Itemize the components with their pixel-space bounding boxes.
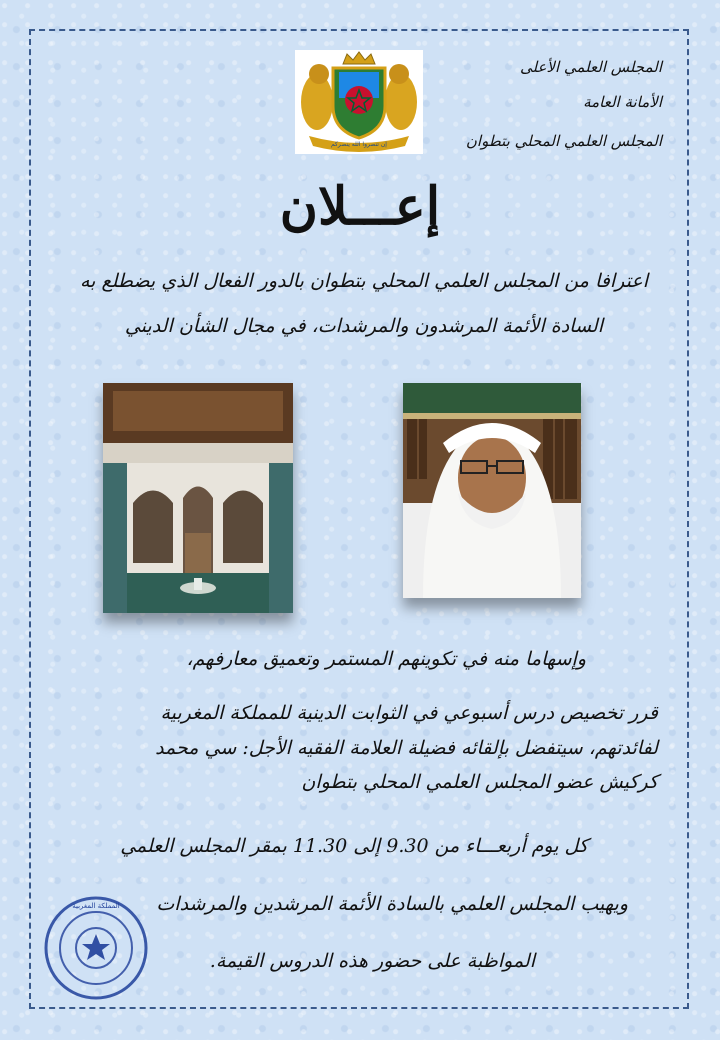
decision-line-2: لفائدتهم، سيتفضل بإلقائه فضيلة العلامة الفقيه الأجل: سي محمد (155, 737, 658, 759)
announcement-title: إعـــلان (279, 176, 441, 237)
sheikh-portrait-photo (403, 383, 581, 598)
intro-line-1: اعترافا من المجلس العلمي المحلي بتطوان بالدور الفعال الذي يضطلع به (79, 270, 648, 292)
svg-text:المملكة المغربية: المملكة المغربية (72, 902, 120, 910)
header-line-2: الأمانة العامة (583, 93, 662, 111)
appeal-line-2: المواظبة على حضور هذه الدروس القيمة. (209, 950, 535, 972)
intro-line-2: السادة الأئمة المرشدون والمرشدات، في مجال الشأن الديني (124, 315, 603, 337)
header-line-3: المجلس العلمي المحلي بتطوان (465, 132, 662, 150)
moroccan-coat-of-arms-icon (295, 50, 423, 154)
header-line-1: المجلس العلمي الأعلى (520, 58, 662, 76)
council-hall-photo (103, 383, 293, 613)
svg-text:إن تنصروا الله ينصركم: إن تنصروا الله ينصركم (331, 141, 387, 148)
official-stamp-icon (42, 894, 150, 1002)
contribution-line: وإسهاما منه في تكوينهم المستمر وتعميق معارفهم، (186, 648, 586, 670)
schedule-line: كل يوم أربعـــاء من 9.30 إلى 11.30 بمقر المجلس العلمي (120, 835, 588, 857)
decision-line-3: كركيش عضو المجلس العلمي المحلي بتطوان (301, 771, 658, 793)
appeal-line-1: ويهيب المجلس العلمي بالسادة الأئمة المرشدين والمرشدات (156, 893, 628, 915)
decision-line-1: قرر تخصيص درس أسبوعي في الثوابت الدينية للمملكة المغربية (160, 702, 658, 724)
